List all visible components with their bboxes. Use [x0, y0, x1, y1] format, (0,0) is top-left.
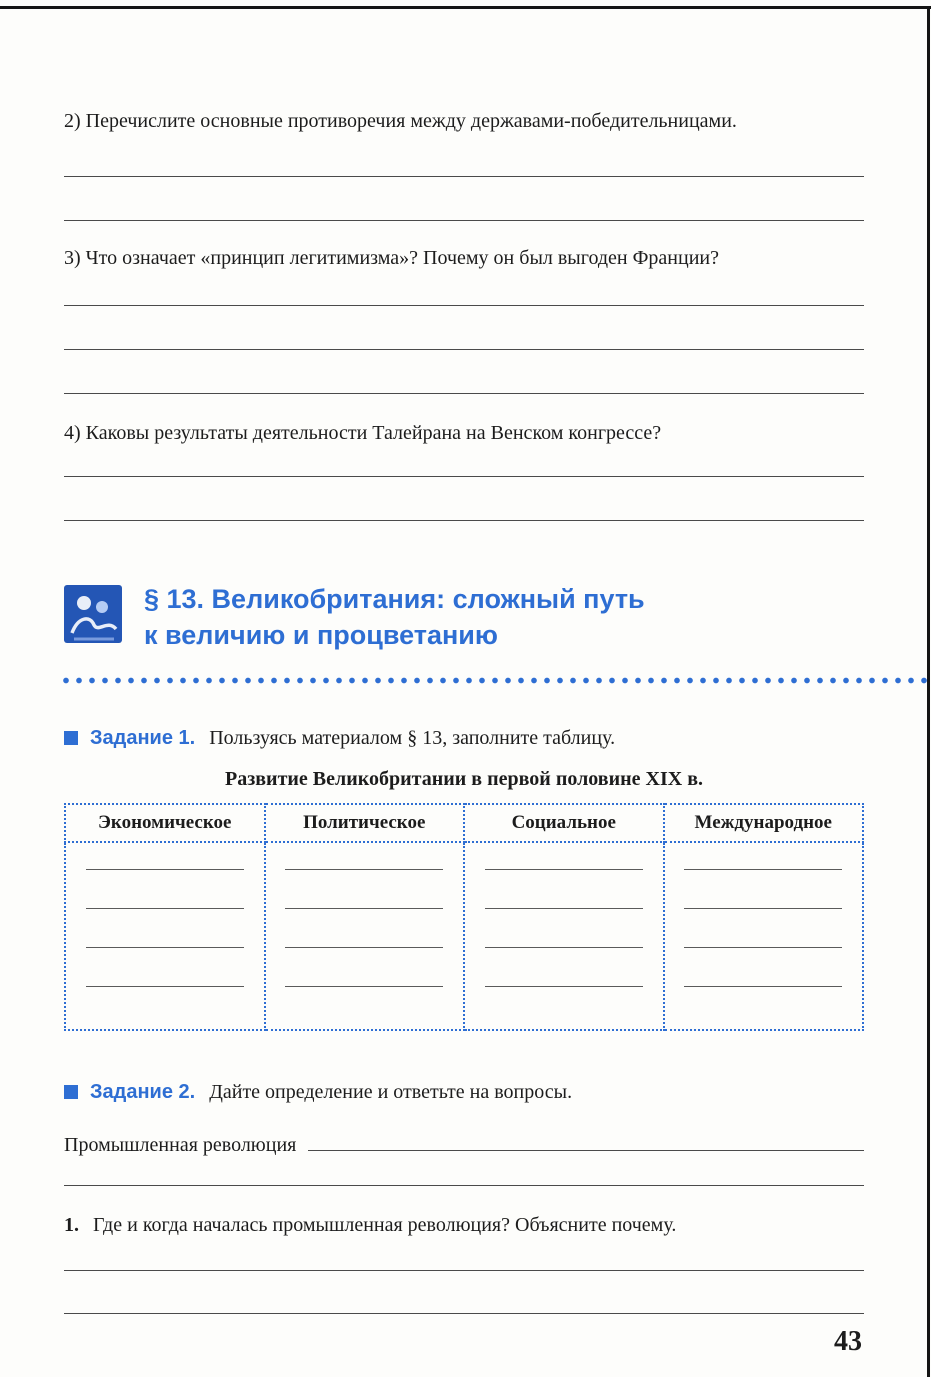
answer-line — [684, 947, 842, 948]
table-cell-international — [664, 842, 864, 1030]
column-header-social: Социальное — [464, 804, 664, 842]
task-1-label: Задание 1. — [90, 726, 196, 749]
question-number: 1. — [64, 1213, 79, 1236]
page-content — [64, 0, 864, 1358]
table-title: Развитие Великобритании в первой половине XIX в. — [225, 767, 703, 790]
section-title-line1: § 13. Великобритания: сложный путь — [144, 584, 645, 614]
answer-line — [285, 869, 443, 870]
definition-term: Промышленная революция — [64, 1133, 297, 1156]
task-2-label: Задание 2. — [90, 1080, 196, 1103]
answer-line — [485, 869, 643, 870]
answer-line — [285, 947, 443, 948]
answer-line — [684, 986, 842, 987]
answer-line — [64, 520, 864, 521]
answer-line — [64, 220, 864, 221]
answer-line — [86, 908, 244, 909]
answer-line — [308, 1136, 864, 1151]
section-title-line2: к величию и процветанию — [144, 620, 498, 651]
page-number: 43 — [834, 1325, 862, 1357]
answer-line — [684, 908, 842, 909]
task-2-instruction: Дайте определение и ответьте на вопросы. — [209, 1080, 573, 1103]
answer-line — [64, 176, 864, 177]
question-3: 3) Что означает «принцип легитимизма»? Почему он был выгоден Франции? — [64, 247, 719, 269]
table-header-row — [65, 804, 863, 842]
table-cell-social — [464, 842, 664, 1030]
question-text: Где и когда началась промышленная революция? Объясните почему. — [93, 1213, 677, 1236]
question-4: 4) Каковы результаты деятельности Талейрана на Венском конгрессе? — [64, 422, 662, 444]
table-cell-political — [265, 842, 465, 1030]
answer-line — [285, 908, 443, 909]
answer-line — [86, 986, 244, 987]
answer-line — [485, 947, 643, 948]
column-header-economic: Экономическое — [65, 804, 265, 842]
answer-line — [64, 1270, 864, 1271]
column-header-political: Политическое — [265, 804, 465, 842]
answer-line — [485, 908, 643, 909]
answer-line — [64, 393, 864, 394]
dotted-separator — [62, 676, 929, 685]
answer-line — [684, 869, 842, 870]
section-title — [144, 581, 645, 654]
task-2-header — [64, 1081, 864, 1104]
answer-line — [86, 869, 244, 870]
question-2: 2) Перечислите основные противоречия между державами-победительницами. — [64, 110, 737, 132]
paragraph-illustration-icon — [64, 585, 122, 643]
answer-line — [64, 305, 864, 306]
answer-line — [86, 947, 244, 948]
section-13-header — [64, 581, 864, 654]
task-1-header — [64, 727, 864, 750]
square-bullet-icon — [64, 1085, 78, 1099]
column-header-international: Международное — [664, 804, 864, 842]
answer-line — [64, 1313, 864, 1314]
answer-line — [64, 349, 864, 350]
answer-line — [485, 986, 643, 987]
definition-row — [64, 1134, 864, 1157]
square-bullet-icon — [64, 731, 78, 745]
answer-line — [64, 476, 864, 477]
task-1-instruction: Пользуясь материалом § 13, заполните таблицу. — [209, 726, 616, 749]
table-body-row — [65, 842, 863, 1030]
answer-line — [64, 1185, 864, 1186]
answer-line — [285, 986, 443, 987]
scan-edge-right — [927, 6, 930, 1377]
table-cell-economic — [65, 842, 265, 1030]
development-table — [64, 803, 864, 1031]
task2-question-1 — [64, 1212, 864, 1238]
